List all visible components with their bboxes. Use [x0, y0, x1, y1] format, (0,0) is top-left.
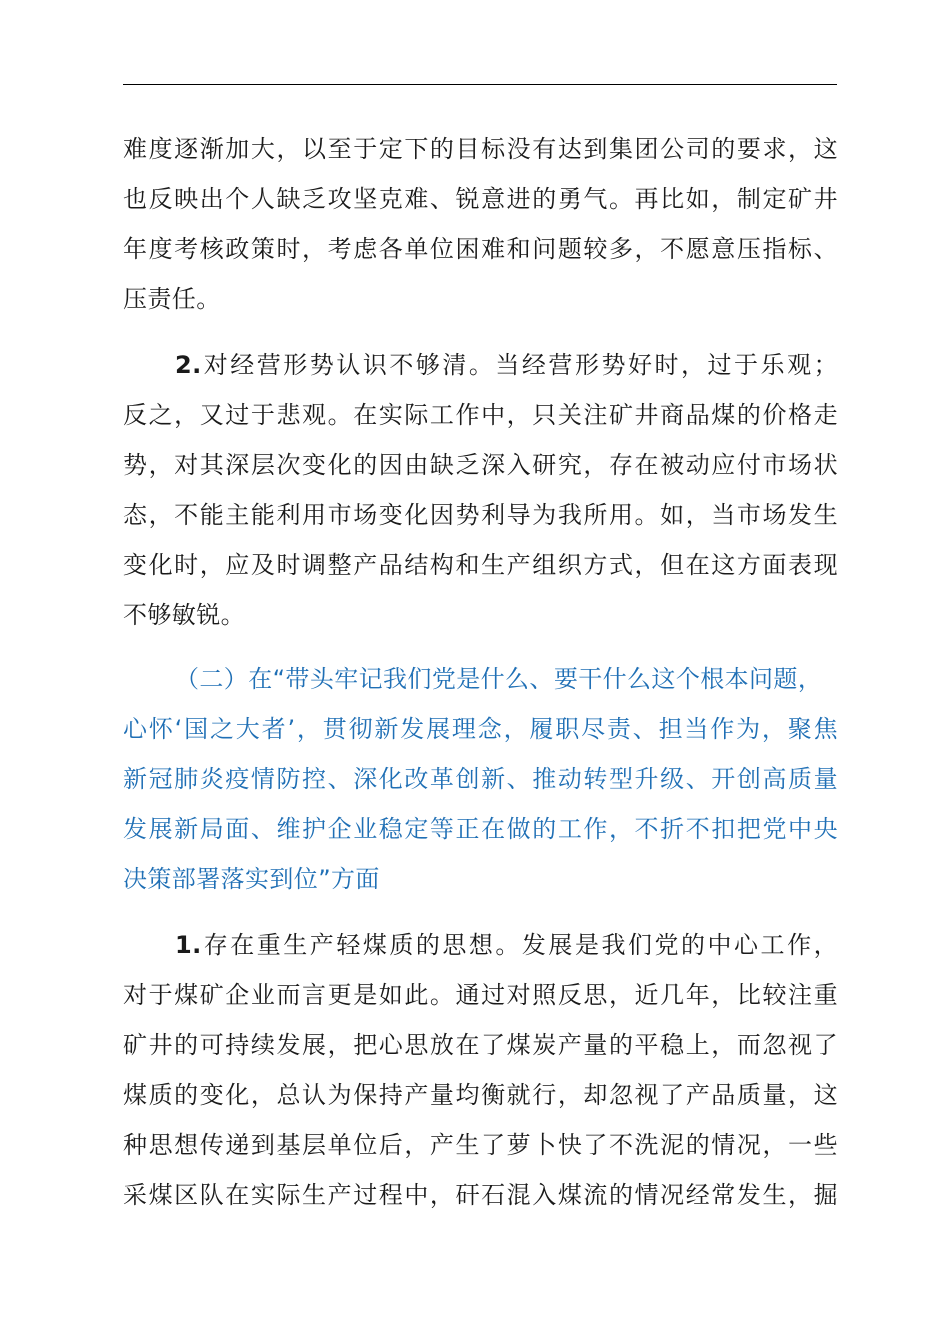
item-number: 1.: [175, 931, 202, 959]
text-line-first: [123, 920, 838, 970]
text-line: 变化时，应及时调整产品结构和生产组织方式，但在这方面表现: [123, 551, 838, 579]
header-rule: [123, 84, 837, 85]
paragraph-item-1: [123, 920, 838, 1220]
heading-line: 新冠肺炎疫情防控、深化改革创新、推动转型升级、开创高质量: [123, 765, 838, 793]
text-line: 也反映出个人缺乏攻坚克难、锐意进的勇气。再比如，制定矿井: [123, 185, 838, 213]
heading-line: （二）在“带头牢记我们党是什么、要干什么这个根本问题，: [175, 665, 823, 693]
item-number: 2.: [175, 351, 202, 379]
heading-line: 心怀‘国之大者’，贯彻新发展理念，履职尽责、担当作为，聚焦: [123, 715, 838, 743]
item-lead-text: 存在重生产轻煤质的思想。发展是我们党的中心工作，: [201, 931, 838, 959]
text-line-first: [123, 340, 838, 390]
section-heading: [123, 654, 838, 904]
text-line: 难度逐渐加大，以至于定下的目标没有达到集团公司的要求，这: [123, 135, 838, 163]
text-line: 反之，又过于悲观。在实际工作中，只关注矿井商品煤的价格走: [123, 401, 838, 429]
text-line: 煤质的变化，总认为保持产量均衡就行，却忽视了产品质量，这: [123, 1081, 838, 1109]
paragraph-item-2: [123, 340, 838, 640]
text-line: 压责任。: [123, 285, 221, 313]
text-line: 势，对其深层次变化的因由缺乏深入研究，存在被动应付市场状: [123, 451, 838, 479]
paragraph-continuation: [123, 124, 838, 324]
text-line: 不够敏锐。: [123, 601, 245, 629]
text-line: 种思想传递到基层单位后，产生了萝卜快了不洗泥的情况，一些: [123, 1131, 838, 1159]
text-line: 矿井的可持续发展，把心思放在了煤炭产量的平稳上，而忽视了: [123, 1031, 838, 1059]
heading-line: 决策部署落实到位”方面: [123, 865, 380, 893]
text-line: 年度考核政策时，考虑各单位困难和问题较多，不愿意压指标、: [123, 235, 838, 263]
text-line: 采煤区队在实际生产过程中，矸石混入煤流的情况经常发生，掘: [123, 1181, 838, 1209]
heading-line: 发展新局面、维护企业稳定等正在做的工作，不折不扣把党中央: [123, 815, 838, 843]
item-lead-text: 对经营形势认识不够清。当经营形势好时，过于乐观；: [201, 351, 838, 379]
text-line: 态，不能主能利用市场变化因势利导为我所用。如，当市场发生: [123, 501, 838, 529]
text-line: 对于煤矿企业而言更是如此。通过对照反思，近几年，比较注重: [123, 981, 838, 1009]
